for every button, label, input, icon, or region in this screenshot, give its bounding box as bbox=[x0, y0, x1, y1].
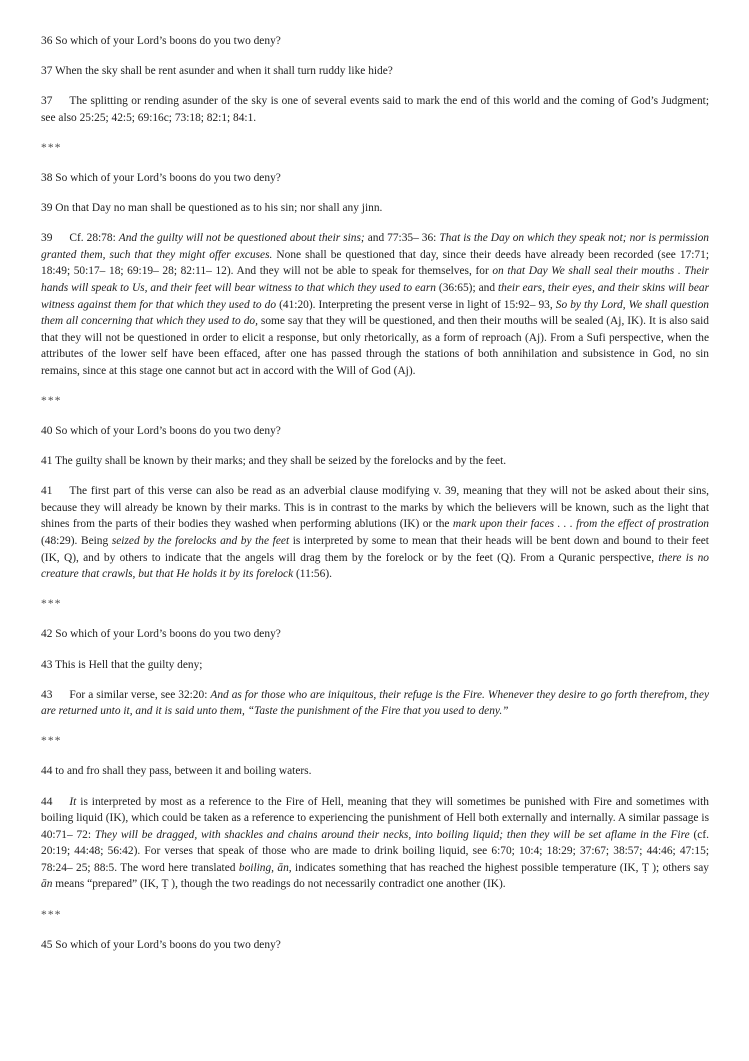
section-separator: *** bbox=[41, 141, 62, 154]
quoted-passage: mark upon their faces . . . from the effect of prostration bbox=[452, 518, 710, 531]
commentary-text bbox=[41, 689, 709, 718]
quoted-passage: their ears, their eyes, and their skins will bear witness against them for that which they used to do bbox=[41, 281, 710, 311]
section-separator: *** bbox=[41, 908, 62, 921]
commentary-block bbox=[41, 230, 709, 379]
prose-run: Cf. 28:78: bbox=[69, 232, 119, 245]
verse-line: 39 On that Day no man shall be questioned as to his sin; nor shall any jinn. bbox=[41, 202, 383, 215]
verse-line: 41 The guilty shall be known by their marks; and they shall be seized by the forelocks and by the feet. bbox=[41, 455, 507, 468]
commentary-number: 39 bbox=[41, 232, 53, 245]
commentary-block bbox=[41, 93, 709, 126]
verse-line: 40 So which of your Lord’s boons do you two deny? bbox=[41, 425, 281, 438]
quoted-passage: That is the Day on which they speak not; nor is permission granted them, such that they might offer excuses. bbox=[41, 232, 709, 261]
quoted-passage: It bbox=[69, 795, 77, 808]
prose-run: (36:65); and bbox=[435, 281, 498, 294]
prose-run: indicates something that has reached the highest possible temperature (IK, Ṭ ); others say bbox=[291, 861, 709, 874]
verse-line: 36 So which of your Lord’s boons do you two deny? bbox=[41, 35, 281, 47]
prose-run: (48:29). Being bbox=[41, 535, 112, 548]
verse-line: 45 So which of your Lord’s boons do you two deny? bbox=[41, 938, 281, 951]
quoted-passage: ān bbox=[41, 878, 53, 891]
commentary-block bbox=[41, 687, 709, 720]
quoted-passage: seized by the forelocks and by the feet bbox=[111, 535, 290, 548]
commentary-block bbox=[41, 483, 709, 583]
prose-run: The first part of this verse can also be read as an adverbial clause modifying v. 39, meaning that they will not be asked about their sins, because they will already be known by their marks. This is in contrast to the marks by which the believers will be known, such as the light that shines from the parts of their bodies they washed when performing ablutions (IK) or the bbox=[41, 485, 709, 531]
verse-line: 38 So which of your Lord’s boons do you two deny? bbox=[41, 171, 281, 184]
prose-run: and 77:35– 36: bbox=[364, 232, 440, 245]
commentary-number: 44 bbox=[41, 795, 53, 808]
commentary-number: 37 bbox=[41, 95, 53, 108]
page-content bbox=[41, 33, 709, 967]
section-separator: *** bbox=[41, 395, 62, 407]
prose-run: (11:56). bbox=[293, 568, 332, 581]
quoted-passage: They will be dragged, with shackles and chains around their necks, into boiling liquid; then they will be set aflame in the Fire bbox=[94, 828, 690, 841]
prose-run: means “prepared” (IK, Ṭ ), though the two readings do not necessarily contradict one another (IK). bbox=[52, 878, 506, 891]
quoted-passage: on that Day We shall seal their mouths . Their hands will speak to Us, and their feet will bear witness to that which they used to earn bbox=[41, 265, 709, 294]
verse-line: 44 to and fro shall they pass, between it and boiling waters. bbox=[41, 765, 312, 778]
section-separator: *** bbox=[41, 735, 62, 748]
quoted-passage: boiling, ān, bbox=[238, 861, 292, 874]
prose-run: is interpreted by some to mean that their heads will be bent down and bound to their feet (IK, Q), and by others to indicate that the angels will drag them by the forelock or by the feet (Q). From a Quranic perspective, bbox=[41, 535, 709, 564]
quoted-passage: there is no creature that crawls, but that He holds it by its forelock bbox=[41, 551, 709, 581]
verse-line: 43 This is Hell that the guilty deny; bbox=[41, 658, 203, 671]
quoted-passage: And the guilty will not be questioned about their sins; bbox=[118, 232, 365, 245]
commentary-number: 41 bbox=[41, 485, 53, 498]
prose-run: some say that they will be questioned, and then their mouths will be sealed (Aj, IK). It is also said that they will not be questioned in order to elicit a response, but only rhetorically, as a form of reproach (Aj). From a Sufi perspective, when the attributes of the lower self have been effaced, after one has passed through the stations of both annihilation and subsistence in God, no sin remains, since at this stage one cannot but act in accord with the Will of God (Aj). bbox=[41, 315, 709, 377]
verse-line: 37 When the sky shall be rent asunder and when it shall turn ruddy like hide? bbox=[41, 65, 393, 78]
commentary-text bbox=[41, 796, 709, 891]
prose-run: (41:20). Interpreting the present verse in light of 15:92– 93, bbox=[276, 298, 556, 311]
commentary-text bbox=[41, 232, 709, 377]
quoted-passage: So by thy Lord, We shall question them all concerning that which they used to do, bbox=[41, 298, 709, 328]
commentary-number: 43 bbox=[41, 688, 53, 701]
prose-run: None shall be questioned that day, since their deeds have already been recorded (see 17:71; 18:49; 50:17– 18; 69:19– 28; 82:11– 12). And they will not be able to speak for themselves, for bbox=[41, 248, 709, 278]
quoted-passage: And as for those who are iniquitous, their refuge is the Fire. Whenever they desire to go forth therefrom, they are returned unto it, and it is said unto them, “Taste the punishment of the Fire that you used to deny.” bbox=[41, 688, 710, 718]
commentary-text: The splitting or rending asunder of the sky is one of several events said to mark the end of this world and the coming of God’s Judgment; see also 25:25; 42:5; 69:16c; 73:18; 82:1; 84:1. bbox=[41, 95, 709, 124]
section-separator: *** bbox=[41, 598, 62, 611]
verse-line: 42 So which of your Lord’s boons do you two deny? bbox=[41, 628, 281, 641]
prose-run: For a similar verse, see 32:20: bbox=[69, 688, 211, 701]
prose-run: (cf. 20:19; 44:48; 56:42). For verses that speak of those who are made to drink boiling liquid, see 6:70; 10:4; 18:29; 37:67; 38:57; 44:46; 47:15; 78:24– 25; 88:5. The word here translated bbox=[41, 828, 709, 874]
prose-run: is interpreted by most as a reference to the Fire of Hell, meaning that they will sometimes be punished with Fire and sometimes with boiling liquid (IK), which could be taken as a reference to experiencing the punishment of Hell both externally and internally. A similar passage is 40:71– 72: bbox=[41, 795, 709, 841]
commentary-block bbox=[41, 794, 709, 894]
commentary-text bbox=[41, 485, 709, 580]
